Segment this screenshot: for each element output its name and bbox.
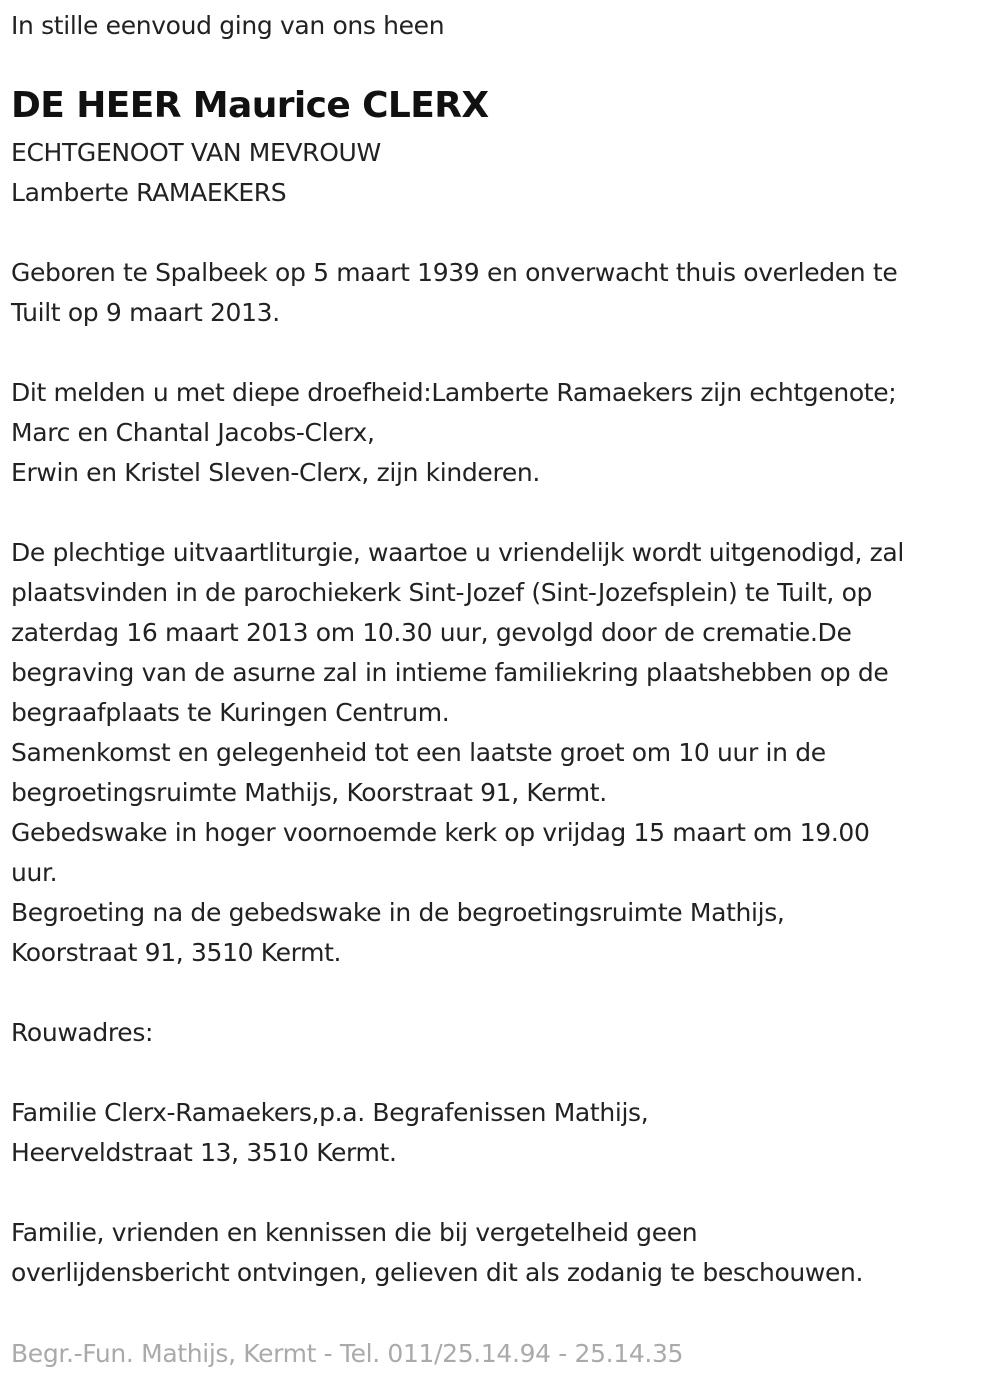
family-line: Dit melden u met diepe droefheid:Lamberte Ramaekers zijn echtgenote; bbox=[11, 378, 897, 407]
ceremony-line: Begroeting na de gebedswake in de begroetingsruimte Mathijs, bbox=[11, 898, 785, 927]
deceased-name: DE HEER Maurice CLERX bbox=[11, 85, 489, 126]
family-line: Erwin en Kristel Sleven-Clerx, zijn kinderen. bbox=[11, 458, 540, 487]
ceremony-line: Gebedswake in hoger voornoemde kerk op vrijdag 15 maart om 19.00 bbox=[11, 818, 870, 847]
ceremony-line: begroetingsruimte Mathijs, Koorstraat 91, Kermt. bbox=[11, 778, 607, 807]
address-label: Rouwadres: bbox=[11, 1018, 154, 1047]
address-block bbox=[11, 1093, 648, 1173]
ceremony-line: zaterdag 16 maart 2013 om 10.30 uur, gevolgd door de crematie.De bbox=[11, 618, 852, 647]
spouse-line: Lamberte RAMAEKERS bbox=[11, 178, 287, 207]
ceremony-line: uur. bbox=[11, 858, 58, 887]
family-line: Marc en Chantal Jacobs-Clerx, bbox=[11, 418, 375, 447]
intro-text: In stille eenvoud ging van ons heen bbox=[11, 11, 445, 40]
spouse-block bbox=[11, 133, 381, 213]
ceremony-line: De plechtige uitvaartliturgie, waartoe u vriendelijk wordt uitgenodigd, zal bbox=[11, 538, 904, 567]
spouse-line: ECHTGENOOT VAN MEVROUW bbox=[11, 138, 381, 167]
notice-line: Familie, vrienden en kennissen die bij vergetelheid geen bbox=[11, 1218, 698, 1247]
birth-line: Tuilt op 9 maart 2013. bbox=[11, 298, 280, 327]
address-label-block bbox=[11, 1013, 153, 1053]
ceremony-line: begraafplaats te Kuringen Centrum. bbox=[11, 698, 450, 727]
birth-line: Geboren te Spalbeek op 5 maart 1939 en onverwacht thuis overleden te bbox=[11, 258, 898, 287]
address-line: Heerveldstraat 13, 3510 Kermt. bbox=[11, 1138, 397, 1167]
notice-block bbox=[11, 1213, 863, 1293]
address-line: Familie Clerx-Ramaekers,p.a. Begrafenissen Mathijs, bbox=[11, 1098, 649, 1127]
family-block bbox=[11, 373, 896, 493]
notice-line: overlijdensbericht ontvingen, gelieven dit als zodanig te beschouwen. bbox=[11, 1258, 864, 1287]
ceremony-line: plaatsvinden in de parochiekerk Sint-Jozef (Sint-Jozefsplein) te Tuilt, op bbox=[11, 578, 873, 607]
ceremony-line: Samenkomst en gelegenheid tot een laatste groet om 10 uur in de bbox=[11, 738, 826, 767]
ceremony-block bbox=[11, 533, 904, 973]
birth-block bbox=[11, 253, 897, 333]
ceremony-line: Koorstraat 91, 3510 Kermt. bbox=[11, 938, 342, 967]
funeral-home-footer: Begr.-Fun. Mathijs, Kermt - Tel. 011/25.14.94 - 25.14.35 bbox=[11, 1339, 684, 1368]
ceremony-line: begraving van de asurne zal in intieme familiekring plaatshebben op de bbox=[11, 658, 889, 687]
